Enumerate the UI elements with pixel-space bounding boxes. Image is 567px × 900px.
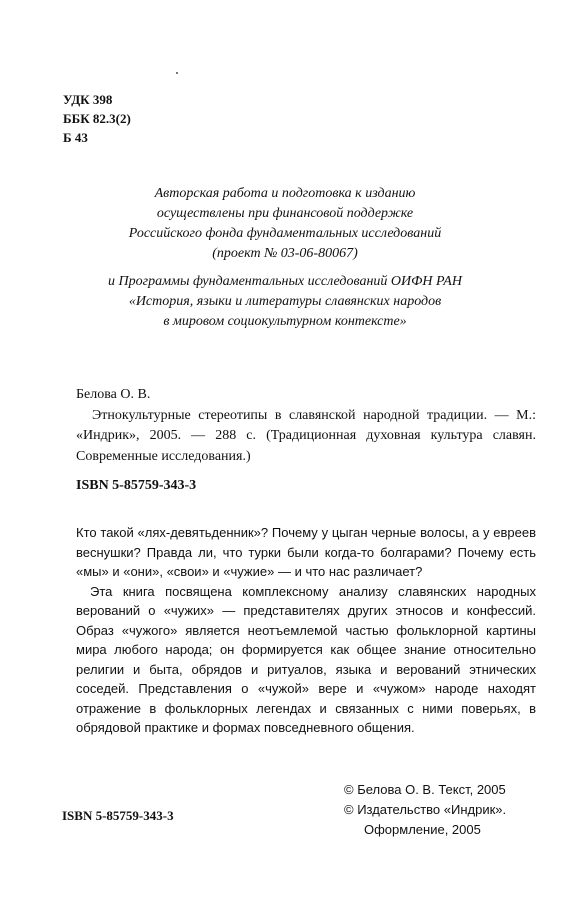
bbk-code: ББК 82.3(2): [63, 111, 131, 126]
annotation: [76, 523, 536, 738]
funding-line: осуществлены при финансовой поддержке: [156, 206, 414, 221]
footer-isbn: ISBN 5-85759-343-3: [62, 808, 174, 823]
author-mark: Б 43: [63, 130, 88, 145]
classification-codes: [63, 90, 131, 147]
funding-line: Российского фонда фундаментальных исследований: [128, 226, 442, 241]
funding-note: [60, 184, 510, 332]
author-name: Белова О. В.: [76, 387, 151, 402]
annotation-paragraph: Кто такой «лях-девятьденник»? Почему у цыган черные волосы, а у евреев веснушки? Правда ли, что турки были когда-то болгарами? Почему есть «мы» и «они», «свои» и «чужие» — и что нас различает?: [76, 525, 536, 579]
annotation-paragraph: Эта книга посвящена комплексному анализу славянских народных верований о «чужих» — представителях других этносов и конфессий. Образ «чужого» является неотъемлемой частью фольклорной картины мира любого народа; он формируется как общее знание относительно религии и быта, обрядов и ритуалов, языка и верований этнических соседей. Представления о «чужой» вере и «чужом» народе находят отражение в фольклорных легендах и связанных с ними поверьях, в обрядовой практике и формах повседневного общения.: [76, 583, 536, 735]
copyright-line: © Издательство «Индрик».: [344, 802, 507, 817]
copyright-block: [344, 780, 506, 840]
funding-line: Авторская работа и подготовка к изданию: [154, 186, 416, 201]
program-line: «История, языки и литературы славянских народов: [128, 294, 442, 309]
scan-speck: [176, 72, 178, 74]
book-description: Этнокультурные стереотипы в славянской народной традиции. — М.: «Индрик», 2005. — 288 с. (Традиционная духовная культура славян. Современные исследования.): [76, 407, 536, 464]
copyright-line: © Белова О. В. Текст, 2005: [344, 782, 506, 797]
udk-code: УДК 398: [63, 92, 113, 107]
program-line: в мировом социокультурном контексте»: [163, 314, 407, 329]
program-line: и Программы фундаментальных исследований ОИФН РАН: [108, 274, 462, 289]
funding-line: (проект № 03-06-80067): [212, 246, 358, 261]
isbn: ISBN 5-85759-343-3: [76, 478, 197, 493]
spacer: [60, 264, 510, 272]
copyright-line: Оформление, 2005: [364, 822, 481, 837]
bibliographic-record: [76, 385, 536, 497]
